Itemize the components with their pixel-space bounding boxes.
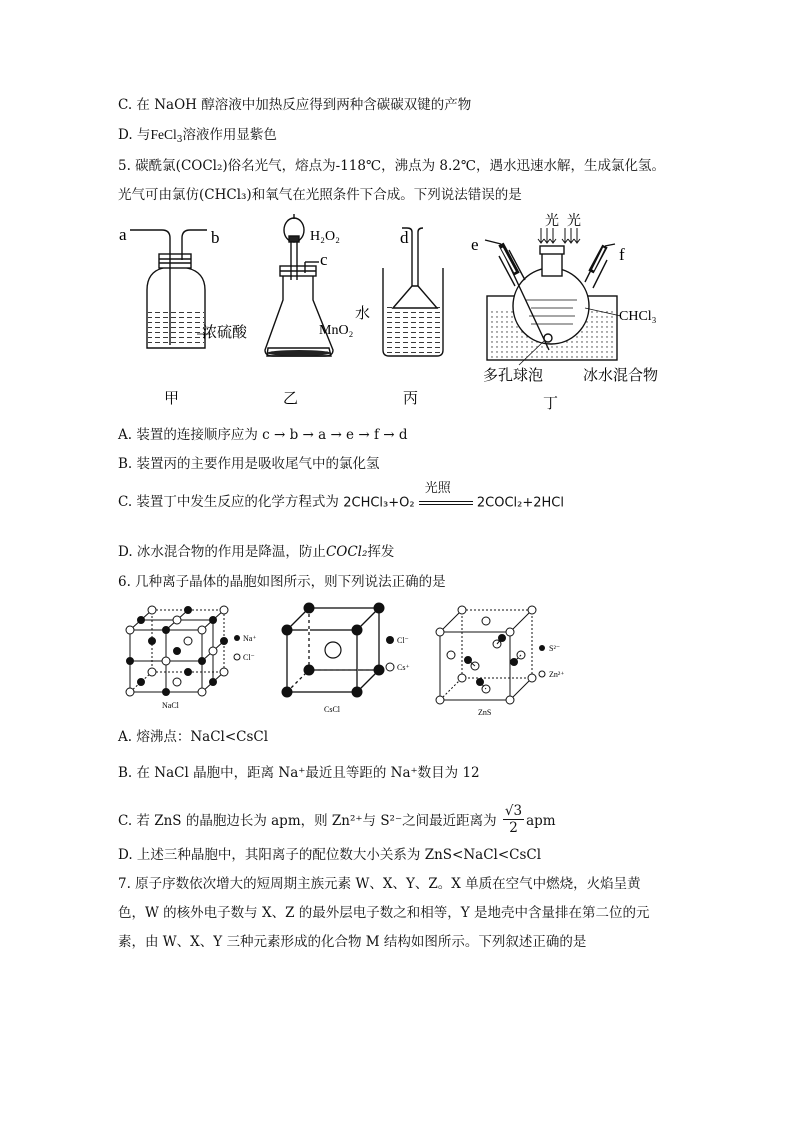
cscl-legend-black: Cl⁻: [397, 636, 409, 645]
apparatus-jia: [130, 230, 211, 348]
label-bubbler: 多孔球泡: [483, 368, 544, 384]
q6-fraction: [503, 803, 524, 836]
cscl-label: CsCl: [324, 705, 341, 714]
q6-option-b: B. 在 NaCl 晶胞中，距离 Na⁺最近且等距的 Na⁺数目为 12: [118, 765, 480, 781]
q5-option-d: [118, 543, 394, 561]
apparatus-ding: [487, 246, 621, 365]
label-c: c: [320, 250, 328, 269]
zns-legend-black: S²⁻: [549, 644, 561, 653]
label-d: d: [400, 228, 409, 247]
q5-option-c: [118, 480, 564, 512]
q5-stem-line2: 光气可由氯仿(CHCl₃)和氧气在光照条件下合成。下列说法错误的是: [118, 187, 522, 203]
q5-equation-arrow: [419, 480, 473, 512]
q7-stem-line2: 色，W 的核外电子数与 X、Z 的最外层电子数之和相等，Y 是地壳中含量排在第二位的元: [118, 905, 650, 921]
cscl-legend-white: Cs⁺: [397, 663, 410, 672]
q6-option-a: A. 熔沸点：NaCl<CsCl: [118, 729, 269, 745]
q7-stem-line1: 7. 原子序数依次增大的短周期主族元素 W、X、Y、Z。X 单质在空气中燃烧，火焰呈黄: [118, 876, 641, 892]
label-conc-acid: 浓硫酸: [202, 325, 248, 341]
label-water: 水: [355, 306, 371, 322]
q5-apparatus-figure: [115, 210, 680, 410]
label-mno2: MnO₂: [319, 323, 354, 338]
q4-d-chem: FeCl: [150, 127, 177, 142]
q6-c-prefix: C. 若 ZnS 的晶胞边长为 apm，则 Zn²⁺与 S²⁻之间最近距离为: [118, 813, 497, 829]
caption-ding: 丁: [543, 396, 559, 412]
q4-option-d: [118, 126, 277, 149]
q6-c-unit: apm: [526, 813, 556, 829]
nacl-legend-white: Cl⁻: [243, 653, 255, 662]
q4-d-prefix: D. 与: [118, 127, 151, 143]
nacl-atoms: [126, 606, 228, 696]
caption-yi: 乙: [283, 391, 299, 407]
q5-equation: [343, 480, 564, 513]
light-arrows: [538, 228, 580, 243]
nacl-legend-black: Na⁺: [243, 634, 257, 643]
nacl-label: NaCl: [162, 701, 179, 710]
q6-crystal-figure: [122, 600, 565, 720]
label-f: f: [619, 245, 625, 264]
q5-equation-condition: 光照: [424, 480, 451, 496]
label-light-1: 光: [545, 214, 559, 229]
q4-option-c: C. 在 NaOH 醇溶液中加热反应得到两种含碳碳双键的产物: [118, 97, 472, 113]
caption-bing: 丙: [403, 391, 419, 407]
label-e: e: [471, 235, 479, 254]
q6-option-d: D. 上述三种晶胞中，其阳离子的配位数大小关系为 ZnS<NaCl<CsCl: [118, 847, 542, 863]
label-light-2: 光: [567, 214, 581, 229]
label-ice: 冰水混合物: [583, 368, 659, 384]
q5-d-suffix: 挥发: [367, 544, 395, 560]
zns-legend-white: Zn²⁺: [549, 670, 565, 679]
q6-stem: 6. 几种离子晶体的晶胞如图所示，则下列说法正确的是: [118, 574, 446, 590]
q5-stem-line1: 5. 碳酰氯(COCl₂)俗名光气，熔点为-118℃，沸点为 8.2℃，遇水迅速水解，生成氯化氢。: [118, 158, 665, 174]
apparatus-bing: [383, 228, 443, 356]
q4-d-sub: 3: [176, 135, 183, 145]
label-chcl3: CHCl₃: [619, 309, 657, 324]
label-b: b: [211, 228, 220, 247]
q5-equation-lhs: 2CHCl₃+O₂: [343, 495, 415, 510]
cscl-atoms: [282, 603, 384, 697]
q5-d-chem: COCl₂: [325, 544, 368, 560]
q5-d-prefix: D. 冰水混合物的作用是降温，防止: [118, 544, 326, 560]
q6-option-c: [118, 805, 556, 838]
stopper-e: [501, 244, 517, 274]
q5-equation-rhs: 2COCl₂+2HCl: [476, 495, 564, 510]
q7-stem-line3: 素，由 W、X、Y 三种元素形成的化合物 M 结构如图所示。下列叙述正确的是: [118, 934, 587, 950]
label-h2o2: H₂O₂: [310, 229, 340, 244]
q6-fraction-num: √3: [504, 803, 523, 819]
zns-label: ZnS: [478, 708, 492, 717]
label-a: a: [119, 225, 127, 244]
q6-fraction-den: 2: [509, 820, 518, 836]
q5-option-b: B. 装置丙的主要作用是吸收尾气中的氯化氢: [118, 456, 380, 472]
q5-option-a: A. 装置的连接顺序应为 c → b → a → e → f → d: [118, 427, 408, 443]
q5-c-prefix: C. 装置丁中发生反应的化学方程式为: [118, 494, 339, 510]
q4-d-suffix: 溶液作用显紫色: [182, 127, 277, 143]
caption-jia: 甲: [164, 391, 180, 407]
